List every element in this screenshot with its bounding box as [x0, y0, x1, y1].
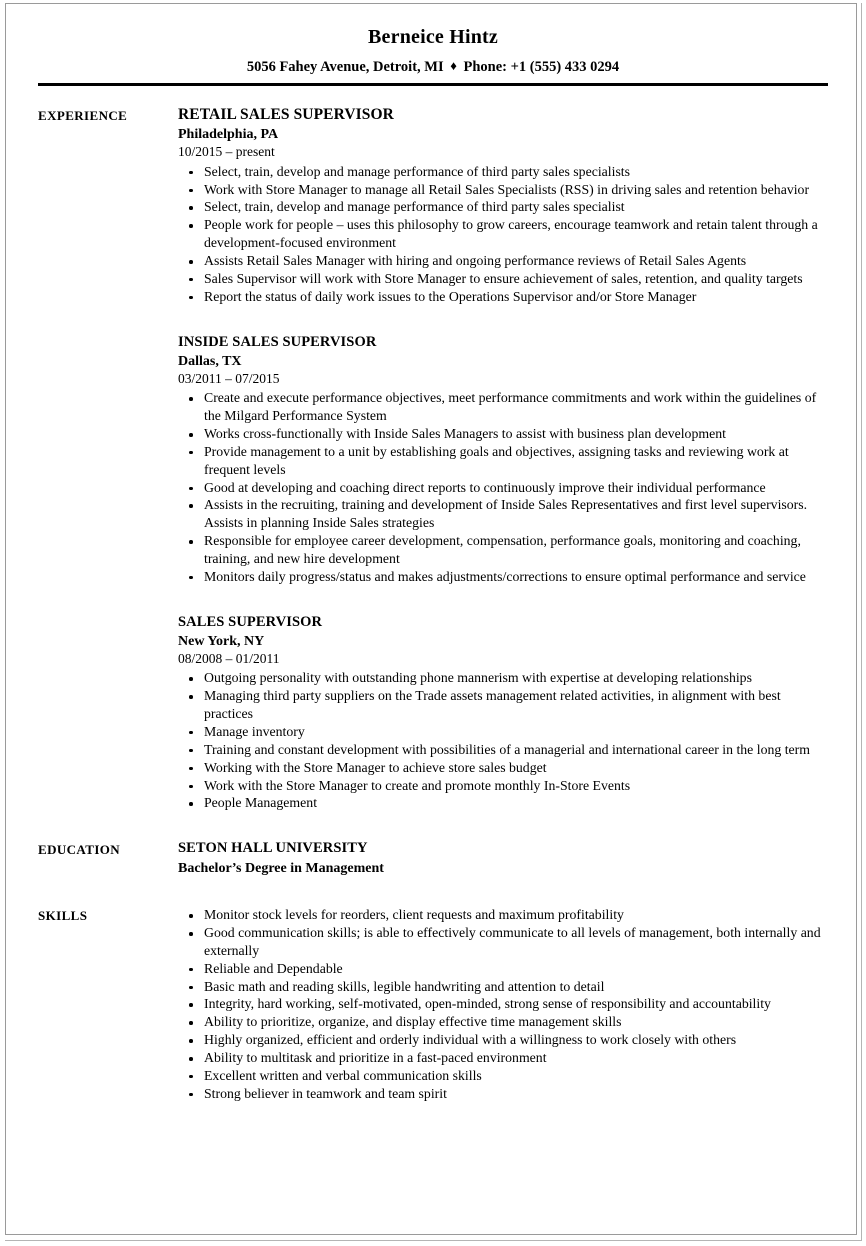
contact-line — [0, 59, 866, 76]
bullet-item: Sales Supervisor will work with Store Manager to ensure achievement of sales, retention, and quality targets — [178, 270, 832, 288]
bullet-item: Excellent written and verbal communication skills — [178, 1067, 832, 1085]
bullet-item: Ability to multitask and prioritize in a fast-paced environment — [178, 1049, 832, 1067]
bullet-item: Works cross-functionally with Inside Sales Managers to assist with business plan development — [178, 425, 832, 443]
job-title: INSIDE SALES SUPERVISOR — [178, 333, 377, 350]
bullet-item: Working with the Store Manager to achieve store sales budget — [178, 759, 832, 777]
bullet-item: Ability to prioritize, organize, and display effective time management skills — [178, 1013, 832, 1031]
section-label-education: EDUCATION — [38, 842, 121, 858]
experience-entry — [178, 614, 832, 813]
experience-entry — [178, 334, 832, 586]
bullet-item: Strong believer in teamwork and team spirit — [178, 1085, 832, 1103]
skills-bullet-list — [178, 906, 832, 1102]
section-education — [0, 840, 866, 877]
job-location: New York, NY — [178, 633, 265, 649]
bullet-item: Responsible for employee career development, compensation, performance goals, monitoring and coaching, training, and new hire development — [178, 532, 832, 568]
bullet-item: Report the status of daily work issues to the Operations Supervisor and/or Store Manager — [178, 288, 832, 306]
candidate-phone: Phone: +1 (555) 433 0294 — [463, 59, 620, 75]
header-divider — [38, 83, 828, 86]
section-experience — [0, 106, 866, 812]
bullet-item: Monitor stock levels for reorders, client requests and maximum profitability — [178, 906, 832, 924]
bullet-item: Work with the Store Manager to create and promote monthly In-Store Events — [178, 777, 832, 795]
resume-header — [0, 0, 866, 86]
education-school: SETON HALL UNIVERSITY — [178, 840, 368, 857]
bullet-item: Provide management to a unit by establishing goals and objectives, assigning tasks and reviewing work at frequent levels — [178, 443, 832, 479]
experience-entry — [178, 106, 832, 306]
experience-entries — [178, 106, 832, 812]
job-location: Dallas, TX — [178, 353, 242, 369]
bullet-item: Good at developing and coaching direct reports to continuously improve their individual performance — [178, 479, 832, 497]
education-degree: Bachelor’s Degree in Management — [178, 860, 384, 876]
job-title: SALES SUPERVISOR — [178, 613, 323, 630]
bullet-item: Managing third party suppliers on the Trade assets management related activities, in alignment with best practices — [178, 687, 832, 723]
bullet-item: People Management — [178, 794, 832, 812]
job-location: Philadelphia, PA — [178, 127, 279, 143]
section-label-experience: EXPERIENCE — [38, 107, 128, 123]
bullet-item: Select, train, develop and manage performance of third party sales specialist — [178, 198, 832, 216]
bullet-item: Assists in the recruiting, training and development of Inside Sales Representatives and first level supervisors. Assists in planning Inside Sales strategies — [178, 496, 832, 532]
bullet-item: Assists Retail Sales Manager with hiring and ongoing performance reviews of Retail Sales Agents — [178, 252, 832, 270]
job-dates: 10/2015 – present — [178, 144, 275, 160]
diamond-separator-icon: ♦ — [450, 58, 457, 73]
job-bullet-list — [178, 163, 832, 306]
job-dates: 08/2008 – 01/2011 — [178, 650, 280, 666]
job-bullet-list — [178, 669, 832, 812]
bullet-item: Basic math and reading skills, legible handwriting and attention to detail — [178, 978, 832, 996]
bullet-item: Monitors daily progress/status and makes adjustments/corrections to ensure optimal performance and service — [178, 568, 832, 586]
bullet-item: Work with Store Manager to manage all Retail Sales Specialists (RSS) in driving sales and retention behavior — [178, 181, 832, 199]
job-bullet-list — [178, 389, 832, 585]
job-title: RETAIL SALES SUPERVISOR — [178, 105, 394, 123]
section-skills — [0, 906, 866, 1102]
bullet-item: Integrity, hard working, self-motivated, open-minded, strong sense of responsibility and accountability — [178, 995, 832, 1013]
bullet-item: People work for people – uses this philosophy to grow careers, encourage teamwork and retain talent through a development-focused environment — [178, 216, 832, 252]
bullet-item: Training and constant development with possibilities of a managerial and international career in the long term — [178, 741, 832, 759]
bullet-item: Highly organized, efficient and orderly individual with a willingness to work closely with others — [178, 1031, 832, 1049]
skills-entries — [178, 906, 832, 1102]
bullet-item: Good communication skills; is able to effectively communicate to all levels of management, both internally and externally — [178, 924, 832, 960]
candidate-address: 5056 Fahey Avenue, Detroit, MI — [246, 59, 444, 75]
bullet-item: Outgoing personality with outstanding phone mannerism with expertise at developing relationships — [178, 669, 832, 687]
job-dates: 03/2011 – 07/2015 — [178, 370, 280, 386]
bullet-item: Reliable and Dependable — [178, 960, 832, 978]
education-entries — [178, 840, 832, 877]
bullet-item: Select, train, develop and manage performance of third party sales specialists — [178, 163, 832, 181]
candidate-name: Berneice Hintz — [368, 26, 498, 48]
bullet-item: Create and execute performance objectives, meet performance commitments and work within the guidelines of the Milgard Performance System — [178, 389, 832, 425]
bullet-item: Manage inventory — [178, 723, 832, 741]
section-label-skills: SKILLS — [38, 908, 88, 924]
